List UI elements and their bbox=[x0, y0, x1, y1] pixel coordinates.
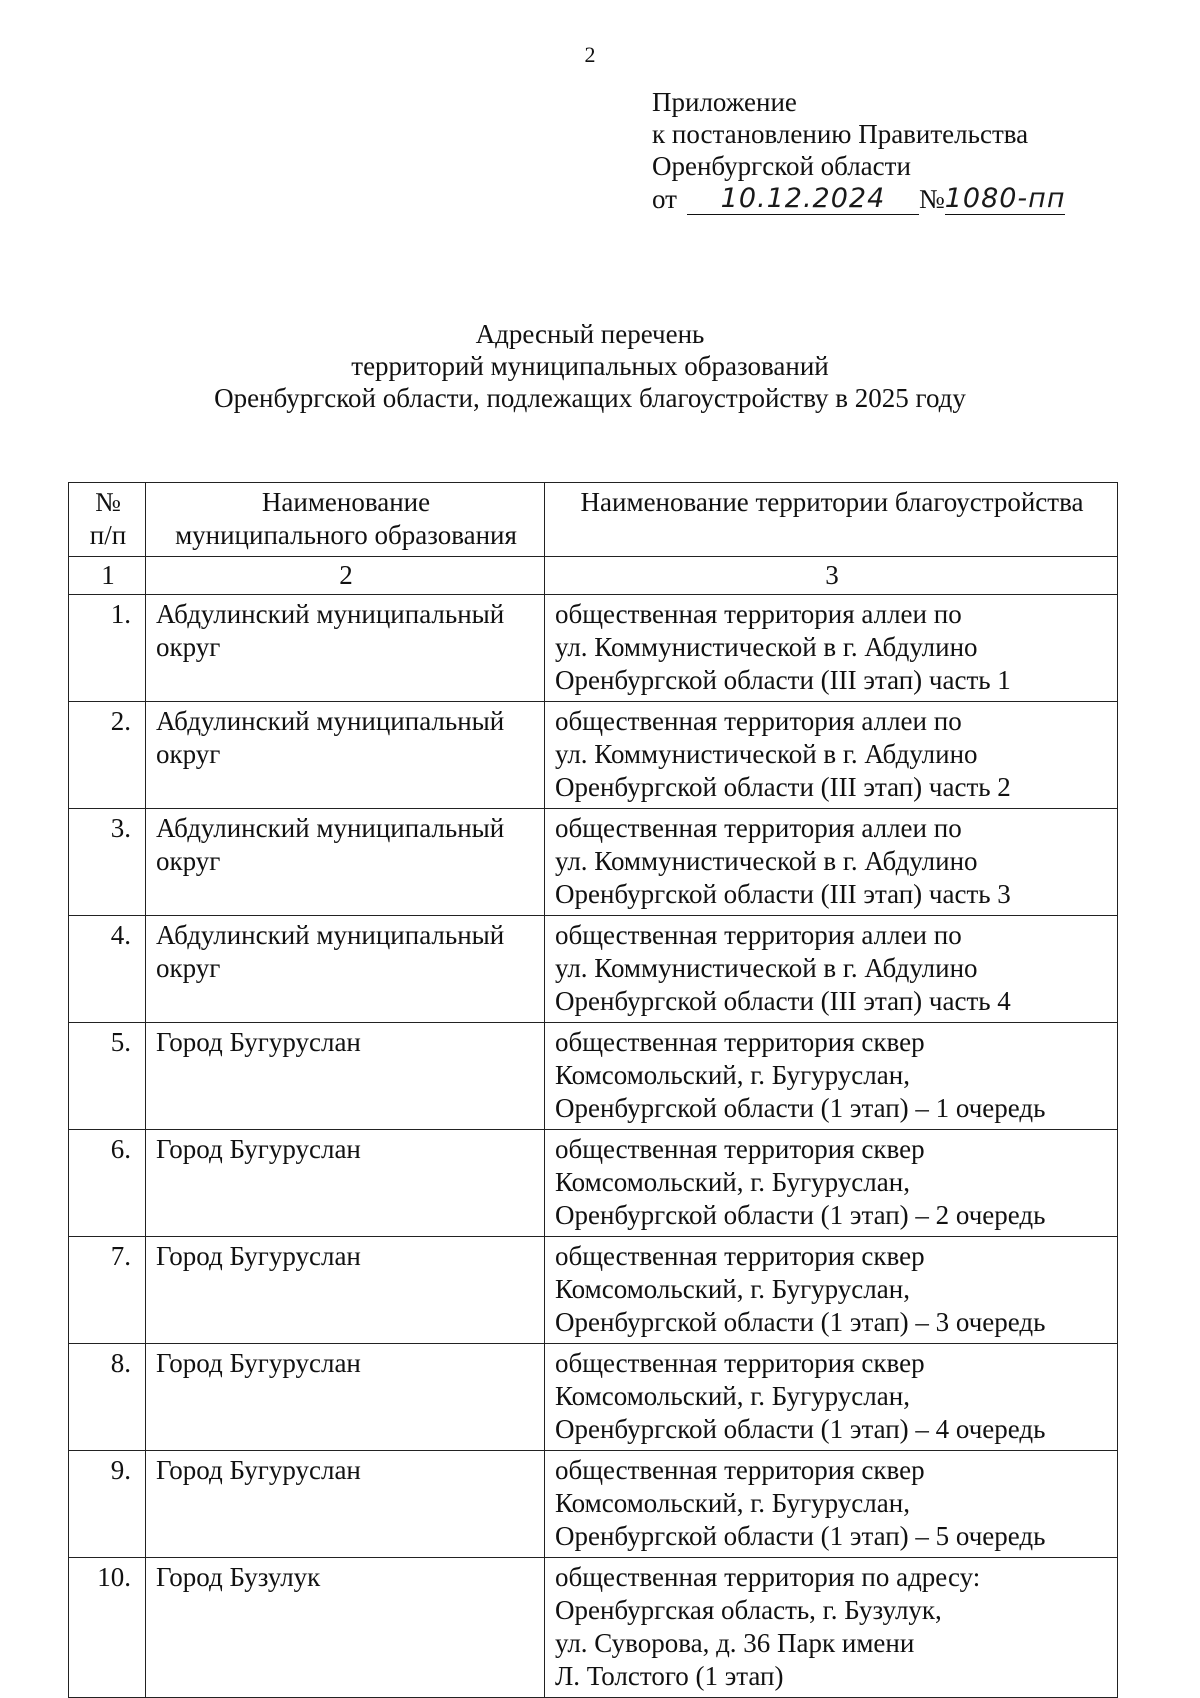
table-row bbox=[69, 1558, 1118, 1698]
table-row bbox=[69, 916, 1118, 1023]
municipality-line: округ bbox=[156, 632, 221, 662]
table-row bbox=[69, 595, 1118, 702]
municipality-line: Город Бугуруслан bbox=[156, 1455, 361, 1485]
territory-line: общественная территория аллеи по bbox=[555, 706, 962, 736]
territory-name bbox=[545, 916, 1118, 1023]
territory-line: Л. Толстого (1 этап) bbox=[555, 1661, 784, 1691]
territory-line: Комсомольский, г. Бугуруслан, bbox=[555, 1488, 910, 1518]
territory-line: общественная территория сквер bbox=[555, 1455, 925, 1485]
territory-name bbox=[545, 1558, 1118, 1698]
territory-line: Оренбургской области (III этап) часть 2 bbox=[555, 772, 1011, 802]
row-number: 9. bbox=[69, 1451, 146, 1558]
table-row bbox=[69, 1130, 1118, 1237]
municipality-line: Абдулинский муниципальный bbox=[156, 920, 505, 950]
municipality-line: Абдулинский муниципальный bbox=[156, 706, 505, 736]
address-list-table bbox=[68, 482, 1118, 1698]
column-index: 2 bbox=[146, 557, 545, 595]
municipality-line: Город Бугуруслан bbox=[156, 1241, 361, 1271]
municipality-name bbox=[146, 1023, 545, 1130]
territory-name bbox=[545, 809, 1118, 916]
territory-line: Оренбургской области (III этап) часть 4 bbox=[555, 986, 1011, 1016]
territory-line: Комсомольский, г. Бугуруслан, bbox=[555, 1167, 910, 1197]
territory-line: Оренбургской области (1 этап) – 2 очередь bbox=[555, 1200, 1046, 1230]
territory-line: Комсомольский, г. Бугуруслан, bbox=[555, 1060, 910, 1090]
territory-line: Оренбургской области (1 этап) – 4 очередь bbox=[555, 1414, 1046, 1444]
header-municipality bbox=[146, 483, 545, 557]
table-row bbox=[69, 1023, 1118, 1130]
municipality-name bbox=[146, 702, 545, 809]
territory-line: общественная территория аллеи по bbox=[555, 599, 962, 629]
row-number: 10. bbox=[69, 1558, 146, 1698]
title-line-1: Адресный перечень bbox=[475, 319, 705, 349]
table-header-row bbox=[69, 483, 1118, 557]
municipality-line: Абдулинский муниципальный bbox=[156, 599, 505, 629]
municipality-line: Город Бугуруслан bbox=[156, 1134, 361, 1164]
territory-line: общественная территория сквер bbox=[555, 1241, 925, 1271]
municipality-name bbox=[146, 916, 545, 1023]
territory-line: ул. Коммунистической в г. Абдулино bbox=[555, 846, 978, 876]
territory-line: Оренбургской области (1 этап) – 1 очередь bbox=[555, 1093, 1046, 1123]
header-territory: Наименование территории благоустройства bbox=[545, 483, 1118, 557]
row-number: 4. bbox=[69, 916, 146, 1023]
header-num-line-2: п/п bbox=[89, 520, 127, 550]
territory-name bbox=[545, 595, 1118, 702]
territory-line: общественная территория аллеи по bbox=[555, 920, 962, 950]
municipality-line: округ bbox=[156, 953, 221, 983]
municipality-name bbox=[146, 1344, 545, 1451]
row-number: 6. bbox=[69, 1130, 146, 1237]
municipality-line: Город Бузулук bbox=[156, 1562, 321, 1592]
column-index-row bbox=[69, 557, 1118, 595]
territory-name bbox=[545, 1451, 1118, 1558]
table-row bbox=[69, 1344, 1118, 1451]
territory-name bbox=[545, 702, 1118, 809]
row-number: 7. bbox=[69, 1237, 146, 1344]
column-index: 1 bbox=[69, 557, 146, 595]
municipality-line: Город Бугуруслан bbox=[156, 1027, 361, 1057]
territory-line: общественная территория сквер bbox=[555, 1027, 925, 1057]
territory-line: ул. Коммунистической в г. Абдулино bbox=[555, 632, 978, 662]
territory-line: ул. Коммунистической в г. Абдулино bbox=[555, 739, 978, 769]
municipality-name bbox=[146, 1558, 545, 1698]
appendix-block bbox=[652, 86, 1065, 215]
municipality-name bbox=[146, 595, 545, 702]
territory-name bbox=[545, 1344, 1118, 1451]
territory-line: Комсомольский, г. Бугуруслан, bbox=[555, 1274, 910, 1304]
table-row bbox=[69, 702, 1118, 809]
row-number: 1. bbox=[69, 595, 146, 702]
appendix-reference: к постановлению Правительства bbox=[652, 119, 1029, 149]
municipality-name bbox=[146, 1130, 545, 1237]
territory-line: Оренбургской области (III этап) часть 3 bbox=[555, 879, 1011, 909]
header-municipality-line-2: муниципального образования bbox=[175, 520, 517, 550]
territory-line: общественная территория аллеи по bbox=[555, 813, 962, 843]
territory-line: Оренбургская область, г. Бузулук, bbox=[555, 1595, 942, 1625]
title-line-2: территорий муниципальных образований bbox=[351, 351, 829, 381]
territory-name bbox=[545, 1130, 1118, 1237]
from-label: от bbox=[652, 184, 677, 214]
territory-line: общественная территория по адресу: bbox=[555, 1562, 981, 1592]
number-label: № bbox=[918, 184, 945, 214]
municipality-name bbox=[146, 1451, 545, 1558]
header-municipality-line-1: Наименование bbox=[261, 487, 431, 517]
municipality-name bbox=[146, 1237, 545, 1344]
header-num-line-1: № bbox=[95, 487, 121, 517]
territory-line: общественная территория сквер bbox=[555, 1348, 925, 1378]
territory-line: ул. Суворова, д. 36 Парк имени bbox=[555, 1628, 915, 1658]
row-number: 8. bbox=[69, 1344, 146, 1451]
appendix-date-number-line bbox=[652, 182, 1065, 215]
page-number: 2 bbox=[584, 42, 596, 67]
column-index: 3 bbox=[545, 557, 1118, 595]
territory-line: ул. Коммунистической в г. Абдулино bbox=[555, 953, 978, 983]
resolution-number: 1080-пп bbox=[944, 183, 1066, 214]
table-row bbox=[69, 1237, 1118, 1344]
territory-line: Оренбургской области (III этап) часть 1 bbox=[555, 665, 1011, 695]
document-title bbox=[0, 318, 1180, 414]
table-row bbox=[69, 1451, 1118, 1558]
municipality-line: Абдулинский муниципальный bbox=[156, 813, 505, 843]
municipality-name bbox=[146, 809, 545, 916]
territory-line: Оренбургской области (1 этап) – 3 очередь bbox=[555, 1307, 1046, 1337]
appendix-title: Приложение bbox=[652, 87, 797, 117]
territory-line: Оренбургской области (1 этап) – 5 очередь bbox=[555, 1521, 1046, 1551]
header-num bbox=[69, 483, 146, 557]
territory-name bbox=[545, 1023, 1118, 1130]
territory-name bbox=[545, 1237, 1118, 1344]
municipality-line: Город Бугуруслан bbox=[156, 1348, 361, 1378]
row-number: 2. bbox=[69, 702, 146, 809]
territory-line: общественная территория сквер bbox=[555, 1134, 925, 1164]
appendix-region: Оренбургской области bbox=[652, 151, 911, 181]
title-line-3: Оренбургской области, подлежащих благоустройству в 2025 году bbox=[214, 383, 966, 413]
resolution-date: 10.12.2024 bbox=[687, 182, 919, 215]
row-number: 3. bbox=[69, 809, 146, 916]
row-number: 5. bbox=[69, 1023, 146, 1130]
table-row bbox=[69, 809, 1118, 916]
territory-line: Комсомольский, г. Бугуруслан, bbox=[555, 1381, 910, 1411]
municipality-line: округ bbox=[156, 846, 221, 876]
municipality-line: округ bbox=[156, 739, 221, 769]
